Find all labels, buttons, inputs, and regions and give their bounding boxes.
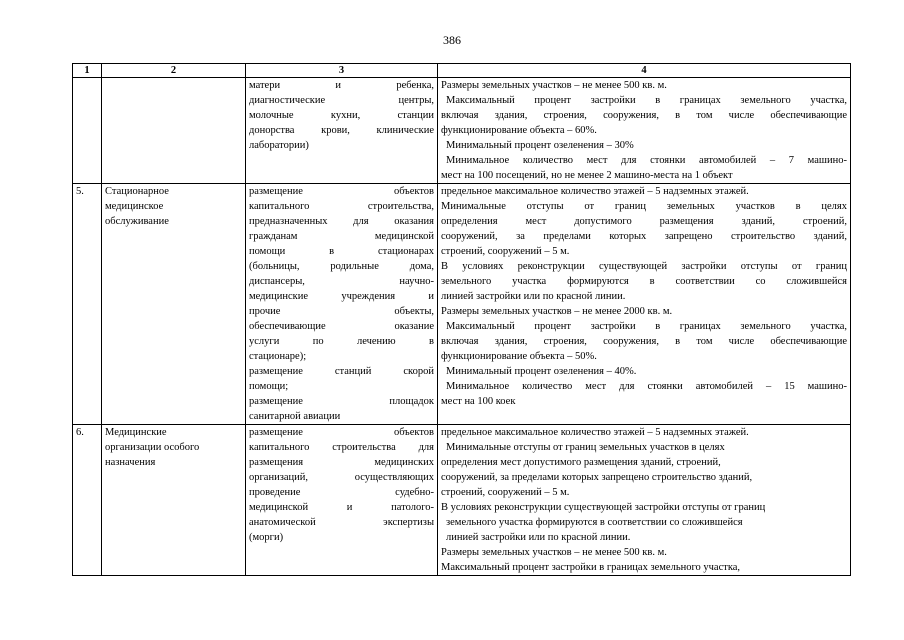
row-number-cell: [73, 78, 102, 184]
row-number: 6.: [76, 427, 84, 438]
row-number-cell: [73, 184, 102, 425]
header-row: [73, 64, 851, 78]
use-description-line: диспансеры, научно-: [249, 276, 434, 287]
use-description-line: размещение станций скорой: [249, 366, 434, 377]
parameters-cell: [438, 425, 851, 576]
parameter-line: Максимальный процент застройки в границах земельного участка,: [441, 562, 741, 573]
use-description-line: обеспечивающие оказание: [249, 321, 434, 332]
use-description-line: матери и ребенка,: [249, 80, 434, 91]
use-description-line: диагностические центры,: [249, 95, 434, 106]
parameter-line: В условиях реконструкции существующей застройки отступы от границ: [441, 261, 847, 272]
use-description-cell: [246, 184, 438, 425]
use-name-line: медицинское: [105, 201, 164, 212]
use-description-line: гражданам медицинской: [249, 231, 434, 242]
use-description-cell: [246, 78, 438, 184]
parameter-line: предельное максимальное количество этажей – 5 надземных этажей.: [441, 186, 749, 197]
zoning-table: [72, 63, 851, 576]
use-description-line: молочные кухни, станции: [249, 110, 434, 121]
table-row: [73, 184, 851, 425]
use-description-line: размещение объектов: [249, 186, 434, 197]
use-description-line: (морги): [249, 532, 284, 543]
use-description-line: помощи;: [249, 381, 289, 392]
parameter-line: земельного участка формируются в соответствии со сложившейся: [446, 517, 743, 528]
use-description-line: предназначенных для оказания: [249, 216, 434, 227]
row-number-cell: [73, 425, 102, 576]
parameter-line: предельное максимальное количество этажей – 5 надземных этажей.: [441, 427, 749, 438]
use-name-cell: [102, 425, 246, 576]
use-description-line: капитального строительства для: [249, 442, 434, 453]
parameter-line: включая здания, строения, сооружения, в том числе обеспечивающие: [441, 110, 847, 121]
parameter-line: мест на 100 посещений, но не менее 2 машино-места на 1 объект: [441, 170, 733, 181]
parameter-line: мест на 100 коек: [441, 396, 516, 407]
use-description-line: организаций, осуществляющих: [249, 472, 434, 483]
use-name-cell: [102, 184, 246, 425]
use-description-line: анатомической экспертизы: [249, 517, 434, 528]
parameter-line: Минимальный процент озеленения – 30%: [446, 140, 634, 151]
parameter-line: Максимальный процент застройки в границах земельного участка,: [446, 95, 847, 106]
parameter-line: Максимальный процент застройки в границах земельного участка,: [446, 321, 847, 332]
parameter-line: включая здания, строения, сооружения, в том числе обеспечивающие: [441, 336, 847, 347]
parameter-line: Размеры земельных участков – не менее 500 кв. м.: [441, 80, 667, 91]
use-description-line: стационаре);: [249, 351, 307, 362]
use-name-line: назначения: [105, 457, 156, 468]
parameter-line: функционирование объекта – 50%.: [441, 351, 597, 362]
parameter-line: Размеры земельных участков – не менее 2000 кв. м.: [441, 306, 673, 317]
parameter-line: В условиях реконструкции существующей застройки отступы от границ: [441, 502, 766, 513]
parameter-line: Минимальное количество мест для стоянки автомобилей – 15 машино-: [446, 381, 847, 392]
parameter-line: строений, сооружений – 5 м.: [441, 487, 570, 498]
use-description-line: услуги по лечению в: [249, 336, 434, 347]
use-name-cell: [102, 78, 246, 184]
use-name-line: обслуживание: [105, 216, 169, 227]
use-name-line: организации особого: [105, 442, 200, 453]
header-cell-4: 4: [438, 64, 851, 78]
use-description-line: проведение судебно-: [249, 487, 434, 498]
parameter-line: земельного участка формируются в соответствии со сложившейся: [441, 276, 847, 287]
use-description-line: медицинской и патолого-: [249, 502, 434, 513]
parameter-line: определения мест допустимого размещения зданий, строений,: [441, 216, 847, 227]
use-name-line: Медицинские: [105, 427, 167, 438]
use-description-line: помощи в стационарах: [249, 246, 434, 257]
parameter-line: Размеры земельных участков – не менее 500 кв. м.: [441, 547, 667, 558]
row-number: 5.: [76, 186, 84, 197]
parameters-cell: [438, 78, 851, 184]
header-cell-2: 2: [102, 64, 246, 78]
parameter-line: функционирование объекта – 60%.: [441, 125, 597, 136]
use-description-line: лаборатории): [249, 140, 309, 151]
parameter-line: сооружений, за пределами которых запрещено строительство зданий,: [441, 472, 753, 483]
header-cell-3: 3: [246, 64, 438, 78]
use-name-line: Стационарное: [105, 186, 169, 197]
parameter-line: Минимальное количество мест для стоянки автомобилей – 7 машино-: [446, 155, 847, 166]
table-row: [73, 425, 851, 576]
use-description-line: санитарной авиации: [249, 411, 341, 422]
use-description-line: размещение объектов: [249, 427, 434, 438]
parameter-line: линией застройки или по красной линии.: [441, 291, 626, 302]
use-description-cell: [246, 425, 438, 576]
header-cell-1: 1: [73, 64, 102, 78]
parameters-cell: [438, 184, 851, 425]
parameter-line: Минимальный процент озеленения – 40%.: [446, 366, 637, 377]
use-description-line: прочие объекты,: [249, 306, 434, 317]
use-description-line: размещение площадок: [249, 396, 434, 407]
use-description-line: размещения медицинских: [249, 457, 434, 468]
parameter-line: строений, сооружений – 5 м.: [441, 246, 570, 257]
use-description-line: медицинские учреждения и: [249, 291, 434, 302]
page-number: 386: [443, 33, 461, 47]
table-row: [73, 78, 851, 184]
parameter-line: сооружений, за пределами которых запрещено строительство зданий,: [441, 231, 847, 242]
use-description-line: капитального строительства,: [249, 201, 434, 212]
parameter-line: линией застройки или по красной линии.: [446, 532, 631, 543]
use-description-line: донорства крови, клинические: [249, 125, 434, 136]
parameter-line: Минимальные отступы от границ земельных участков в целях: [446, 442, 725, 453]
use-description-line: (больницы, родильные дома,: [249, 261, 434, 272]
parameter-line: Минимальные отступы от границ земельных участков в целях: [441, 201, 847, 212]
parameter-line: определения мест допустимого размещения зданий, строений,: [441, 457, 721, 468]
